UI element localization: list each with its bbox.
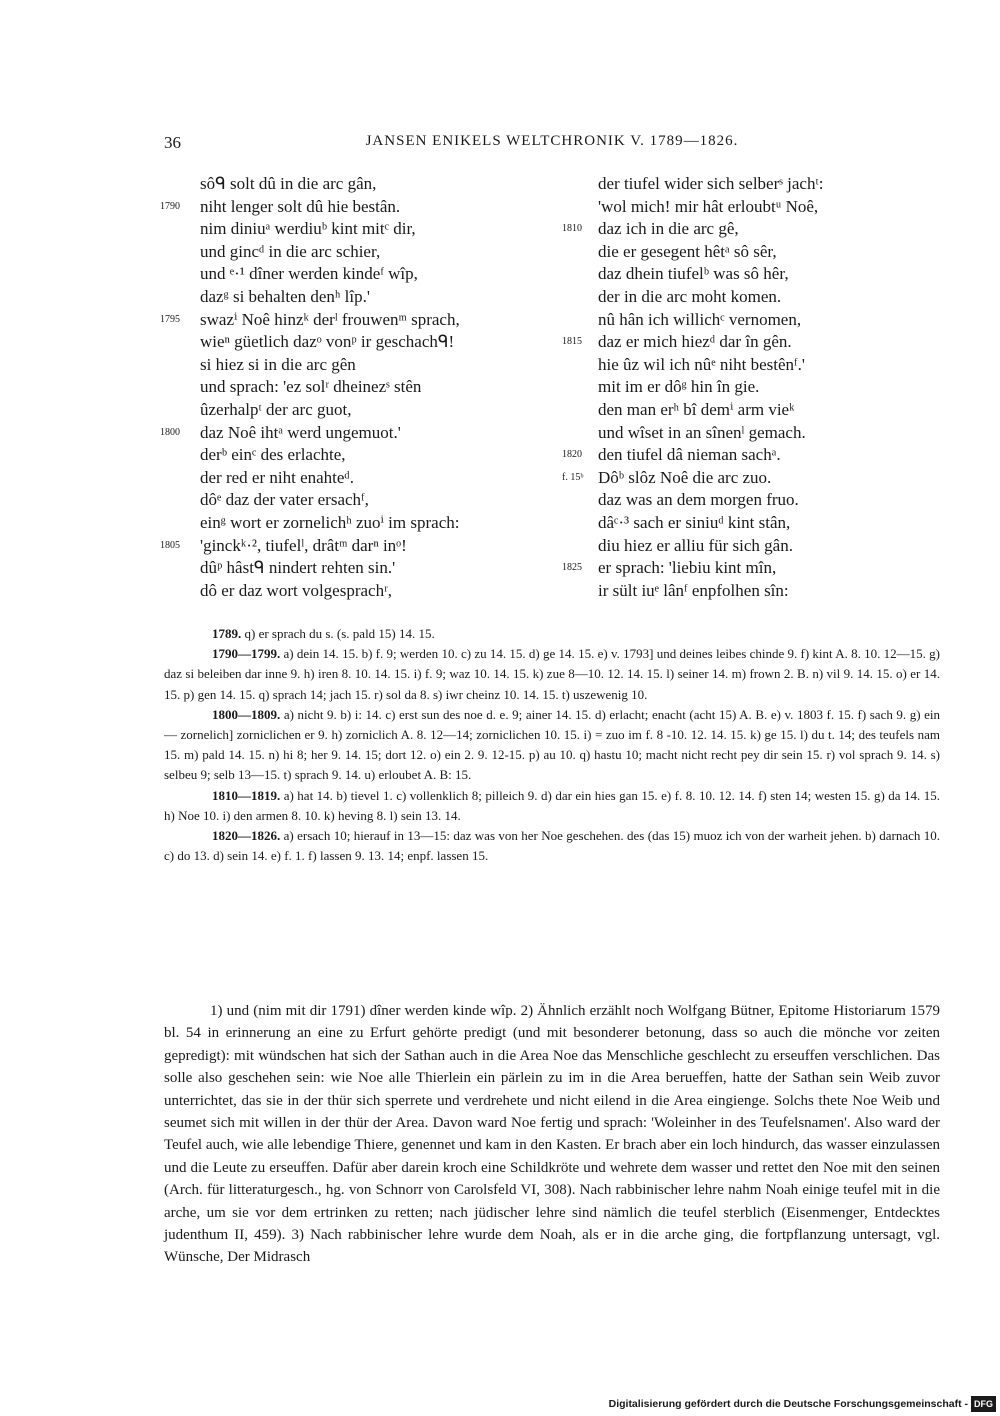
verse-line (160, 580, 555, 603)
verse-text: und ᵉ·¹ dîner werden kindeᶠ wîp, (200, 264, 418, 284)
line-number: 1825 (562, 562, 582, 574)
verse-text: der red er niht enahteᵈ. (200, 467, 354, 487)
dfg-footer (609, 1396, 996, 1412)
verse-line (160, 489, 555, 512)
verse-line (160, 535, 555, 558)
verse-text: 'ginckᵏ·², tiufelˡ, drâtᵐ darⁿ inᵒ! (200, 535, 407, 555)
line-number: 1815 (562, 336, 582, 348)
line-number: 1800 (160, 426, 180, 438)
verse-text: daz er mich hiezᵈ dar în gên. (598, 332, 792, 352)
verse-line (160, 241, 555, 264)
verse-text: ir sült iuᵉ lânᶠ enpfolhen sîn: (598, 580, 789, 600)
verse-line (562, 535, 942, 558)
apparatus-variants: a) ersach 10; hierauf in 13—15: daz was von her Noe geschehen. des (das 15) muoz ich von der warheit jehen. b) darnach 10. c) do 13. d) sein 14. e) f. 1. f) lassen 9. 13. 14; enpf. lassen 15. (164, 828, 940, 864)
footer-text: Digitalisierung gefördert durch die Deutsche Forschungsgemeinschaft - (608, 1398, 968, 1410)
verse-line (562, 218, 942, 241)
verse-line (562, 557, 942, 580)
verse-column-right (562, 173, 942, 602)
verse-line (160, 263, 555, 286)
verse-text: derᵇ einᶜ des erlachte, (200, 445, 346, 465)
verse-text: nim diniuᵃ werdiuᵇ kint mitᶜ dir, (200, 219, 416, 239)
apparatus-variants: a) nicht 9. b) i: 14. c) erst sun des noe d. e. 9; ainer 14. 15. d) erlacht; enacht (acht 15) A. B. e) v. 1803 f. 15. f) sach 9. g) ein — zornelich] zorniclichen er 9. h) zorniclich A. 8. 12—14; zorniclichen 10. 15. i) = zuo im f. 8 -10. 12. 14. 15. k) ge 15. l) du t. 14; des teufels nam 15. m) pald 14. 15. n) hi 8; her 9. 14. 15; dort 12. o) ein 2. 9. 12-15. p) au 10. q) hastu 10; macht nicht recht pey dir sein 15. r) vol sprach 9. 14. s) selbeu 9; selb 13—15. t) sprach 9. 14. u) erloubet A. B: 15. (164, 706, 941, 783)
verse-line (160, 422, 555, 445)
verse-line (562, 331, 942, 354)
apparatus-variants: a) dein 14. 15. b) f. 9; werden 10. c) zu 14. 15. d) ge 14. 15. e) v. 1793] und deines leibes chinde 9. f) kint A. 8. 10. 12—15. g) daz si beleiben dar inne 9. h) iren 8. 10. 14. 15. i) f. 9; waz 10. 14. 15. k) zue 8—10. 12. 14. 15. l) seiner 14. m) frown 2. B. n) vil 9. 14. 15. o) er 14. 15. p) gen 14. 15. q) sprach 14; jach 15. r) sol da 8. s) iwr cheinz 10. 14. 15. t) uszewenig 10. (164, 646, 940, 702)
verse-line (562, 422, 942, 445)
verse-line (160, 354, 555, 377)
verse-line (562, 467, 942, 490)
verse-line (562, 196, 942, 219)
verse-line (160, 286, 555, 309)
verse-text: dazᵍ si behalten denʰ lîp.' (200, 286, 370, 306)
apparatus-range: 1789. (212, 626, 242, 641)
verse-text: der in die arc moht komen. (598, 286, 782, 306)
verse-text: daz dhein tiufelᵇ was sô hêr, (598, 264, 789, 284)
verse-text: daz ich in die arc gê, (598, 219, 739, 239)
verse-text: den tiufel dâ nieman sachᵃ. (598, 445, 781, 465)
verse-line (562, 241, 942, 264)
apparatus-entry (164, 705, 940, 786)
verse-text: einᵍ wort er zornelichʰ zuoⁱ im sprach: (200, 512, 460, 532)
footnotes (164, 1000, 940, 1269)
page-number: 36 (164, 133, 181, 152)
verse-text: daz was an dem morgen fruo. (598, 490, 799, 510)
verse-text: die er gesegent hêtᵃ sô sêr, (598, 241, 777, 261)
verse-text: wieⁿ güetlich dazᵒ vonᵖ ir geschachᑫ! (200, 332, 455, 352)
verse-line (562, 489, 942, 512)
verse-text: dô er daz wort volgesprachʳ, (200, 580, 393, 600)
verse-text: den man erʰ bî demⁱ arm vieᵏ (598, 399, 795, 419)
verse-text: 'wol mich! mir hât erloubtᵘ Noê, (598, 196, 819, 216)
verse-text: sôᑫ solt dû in die arc gân, (200, 174, 377, 193)
verse-line (160, 399, 555, 422)
verse-line (562, 354, 942, 377)
verse-line (160, 196, 555, 219)
footnote-text: 1) und (nim mit dir 1791) dîner werden kinde wîp. 2) Ähnlich erzählt noch Wolfgang Bütner, Epitome Historiarum 1579 bl. 54 in erinnerung an eine zu Erfurt gehörte predigt (und mit besonderer betonung, dass so auch die mönche vor zeiten gepredigt): mit wündschen hat sich der Sathan auch in die Area Noe das Menschliche geschlecht zu erseuffen verschlichen. Das solle also geschehen sein: wie Noe alle Thierlein ein pärlein zu im in die Area berueffen, hatte der Sathan sein Weib zuvor unterrichtet, das sie in der thür sich sperrete und verdrehete und nicht eilend in die Area eingienge. Solchs thete Noe Weib und seumet sich mit willen in der thür der Area. Davon ward Noe fertig und sprach: 'Woleinher in des Teufelsnamen'. Also ward der Teufel auch, wie alle lebendige Thiere, genennet und kam in den Kasten. Er brach aber ein loch hindurch, das wasser einzulassen und die Leute zu erseuffen. Dafür aber darein kroch eine Schildkröte und wehrete dem wasser und rettet den Noe mit den seinen (Arch. für litteraturgesch., hg. von Schnorr von Carolsfeld VI, 308). Nach rabbinischer lehre nahm Noah einige teufel mit in die arche, um sie vor dem ertrinken zu retten; nach jüdischer lehre sind nämlich die teufel sterblich (Eisenmenger, Entdecktes judenthum II, 459). 3) Nach rabbinischer lehre wurde dem Noah, als er in die arche ging, die fortpflanzung untersagt, vgl. Wünsche, Der Midrasch (164, 1003, 940, 1266)
verse-text: ûzerhalpᵗ der arc guot, (200, 399, 352, 419)
verse-text: und sprach: 'ez solʳ dheinezˢ stên (200, 377, 422, 397)
verse-text: und wîset in an sînenˡ gemach. (598, 422, 806, 442)
line-number: 1795 (160, 313, 180, 325)
verse-line (562, 309, 942, 332)
verse-line (160, 467, 555, 490)
dfg-logo: DFG (971, 1396, 996, 1412)
verse-line (160, 331, 555, 354)
apparatus-entry (164, 644, 940, 705)
page-header (164, 133, 940, 157)
verse-text: dâᶜ·³ sach er siniuᵈ kint stân, (598, 512, 791, 532)
apparatus-range: 1800—1809. (212, 706, 281, 722)
apparatus-entry (164, 786, 940, 826)
apparatus-range: 1820—1826. (212, 828, 281, 844)
line-number: f. 15ᵇ (562, 471, 584, 483)
verse-column-left (160, 173, 555, 602)
running-title: JANSEN ENIKELS WELTCHRONIK V. 1789—1826. (365, 133, 739, 149)
verse-line (160, 444, 555, 467)
verse-line (562, 580, 942, 603)
apparatus-variants: a) hat 14. b) tievel 1. c) vollenklich 8; pilleich 9. d) dar ein hies gan 15. e) f. 8. 10. 12. 14. f) sten 14; westen 15. g) da 14. 15. h) Noe 10. i) den armen 8. 10. k) heving 8. l) sein 13. 14. (164, 787, 941, 823)
verse-line (160, 557, 555, 580)
verse-text: er sprach: 'liebiu kint mîn, (598, 558, 777, 578)
verse-line (160, 309, 555, 332)
verse-text: diu hiez er alliu für sich gân. (598, 535, 793, 555)
line-number: 1790 (160, 200, 180, 212)
line-number: 1805 (160, 539, 180, 551)
apparatus-range: 1790—1799. (212, 646, 281, 662)
verse-text: mit im er dôᵍ hin în gie. (598, 377, 760, 397)
verse-text: swazⁱ Noê hinzᵏ derˡ frouwenᵐ sprach, (200, 309, 460, 329)
apparatus-entry (164, 624, 940, 644)
verse-line (562, 376, 942, 399)
line-number: 1820 (562, 449, 582, 461)
verse-text: der tiufel wider sich selberˢ jachᵗ: (598, 174, 824, 193)
verse-line (562, 399, 942, 422)
critical-apparatus (164, 624, 940, 866)
verse-text: niht lenger solt dû hie bestân. (200, 196, 401, 216)
line-number: 1810 (562, 223, 582, 235)
verse-text: si hiez si in die arc gên (200, 354, 356, 374)
verse-line (562, 512, 942, 535)
verse-line (160, 512, 555, 535)
verse-line (562, 286, 942, 309)
apparatus-range: 1810—1819. (212, 787, 281, 803)
verse-text: nû hân ich willichᶜ vernomen, (598, 309, 802, 329)
verse-text: Dôᵇ slôz Noê die arc zuo. (598, 467, 772, 487)
apparatus-variants: q) er sprach du s. (s. pald 15) 14. 15. (244, 626, 435, 641)
verse-line (562, 263, 942, 286)
verse-text: daz Noê ihtᵃ werd ungemuot.' (200, 422, 401, 442)
verse-line (160, 376, 555, 399)
verse-line (562, 173, 942, 196)
apparatus-entry (164, 826, 940, 866)
verse-text: dôᵉ daz der vater ersachᶠ, (200, 490, 369, 510)
verse-text: und gincᵈ in die arc schier, (200, 241, 381, 261)
verse-line (562, 444, 942, 467)
verse-text: hie ûz wil ich nûᵉ niht bestênᶠ.' (598, 354, 805, 374)
verse-line (160, 218, 555, 241)
verse-line (160, 173, 555, 196)
verse-text: dûᵖ hâstᑫ nindert rehten sin.' (200, 558, 396, 578)
